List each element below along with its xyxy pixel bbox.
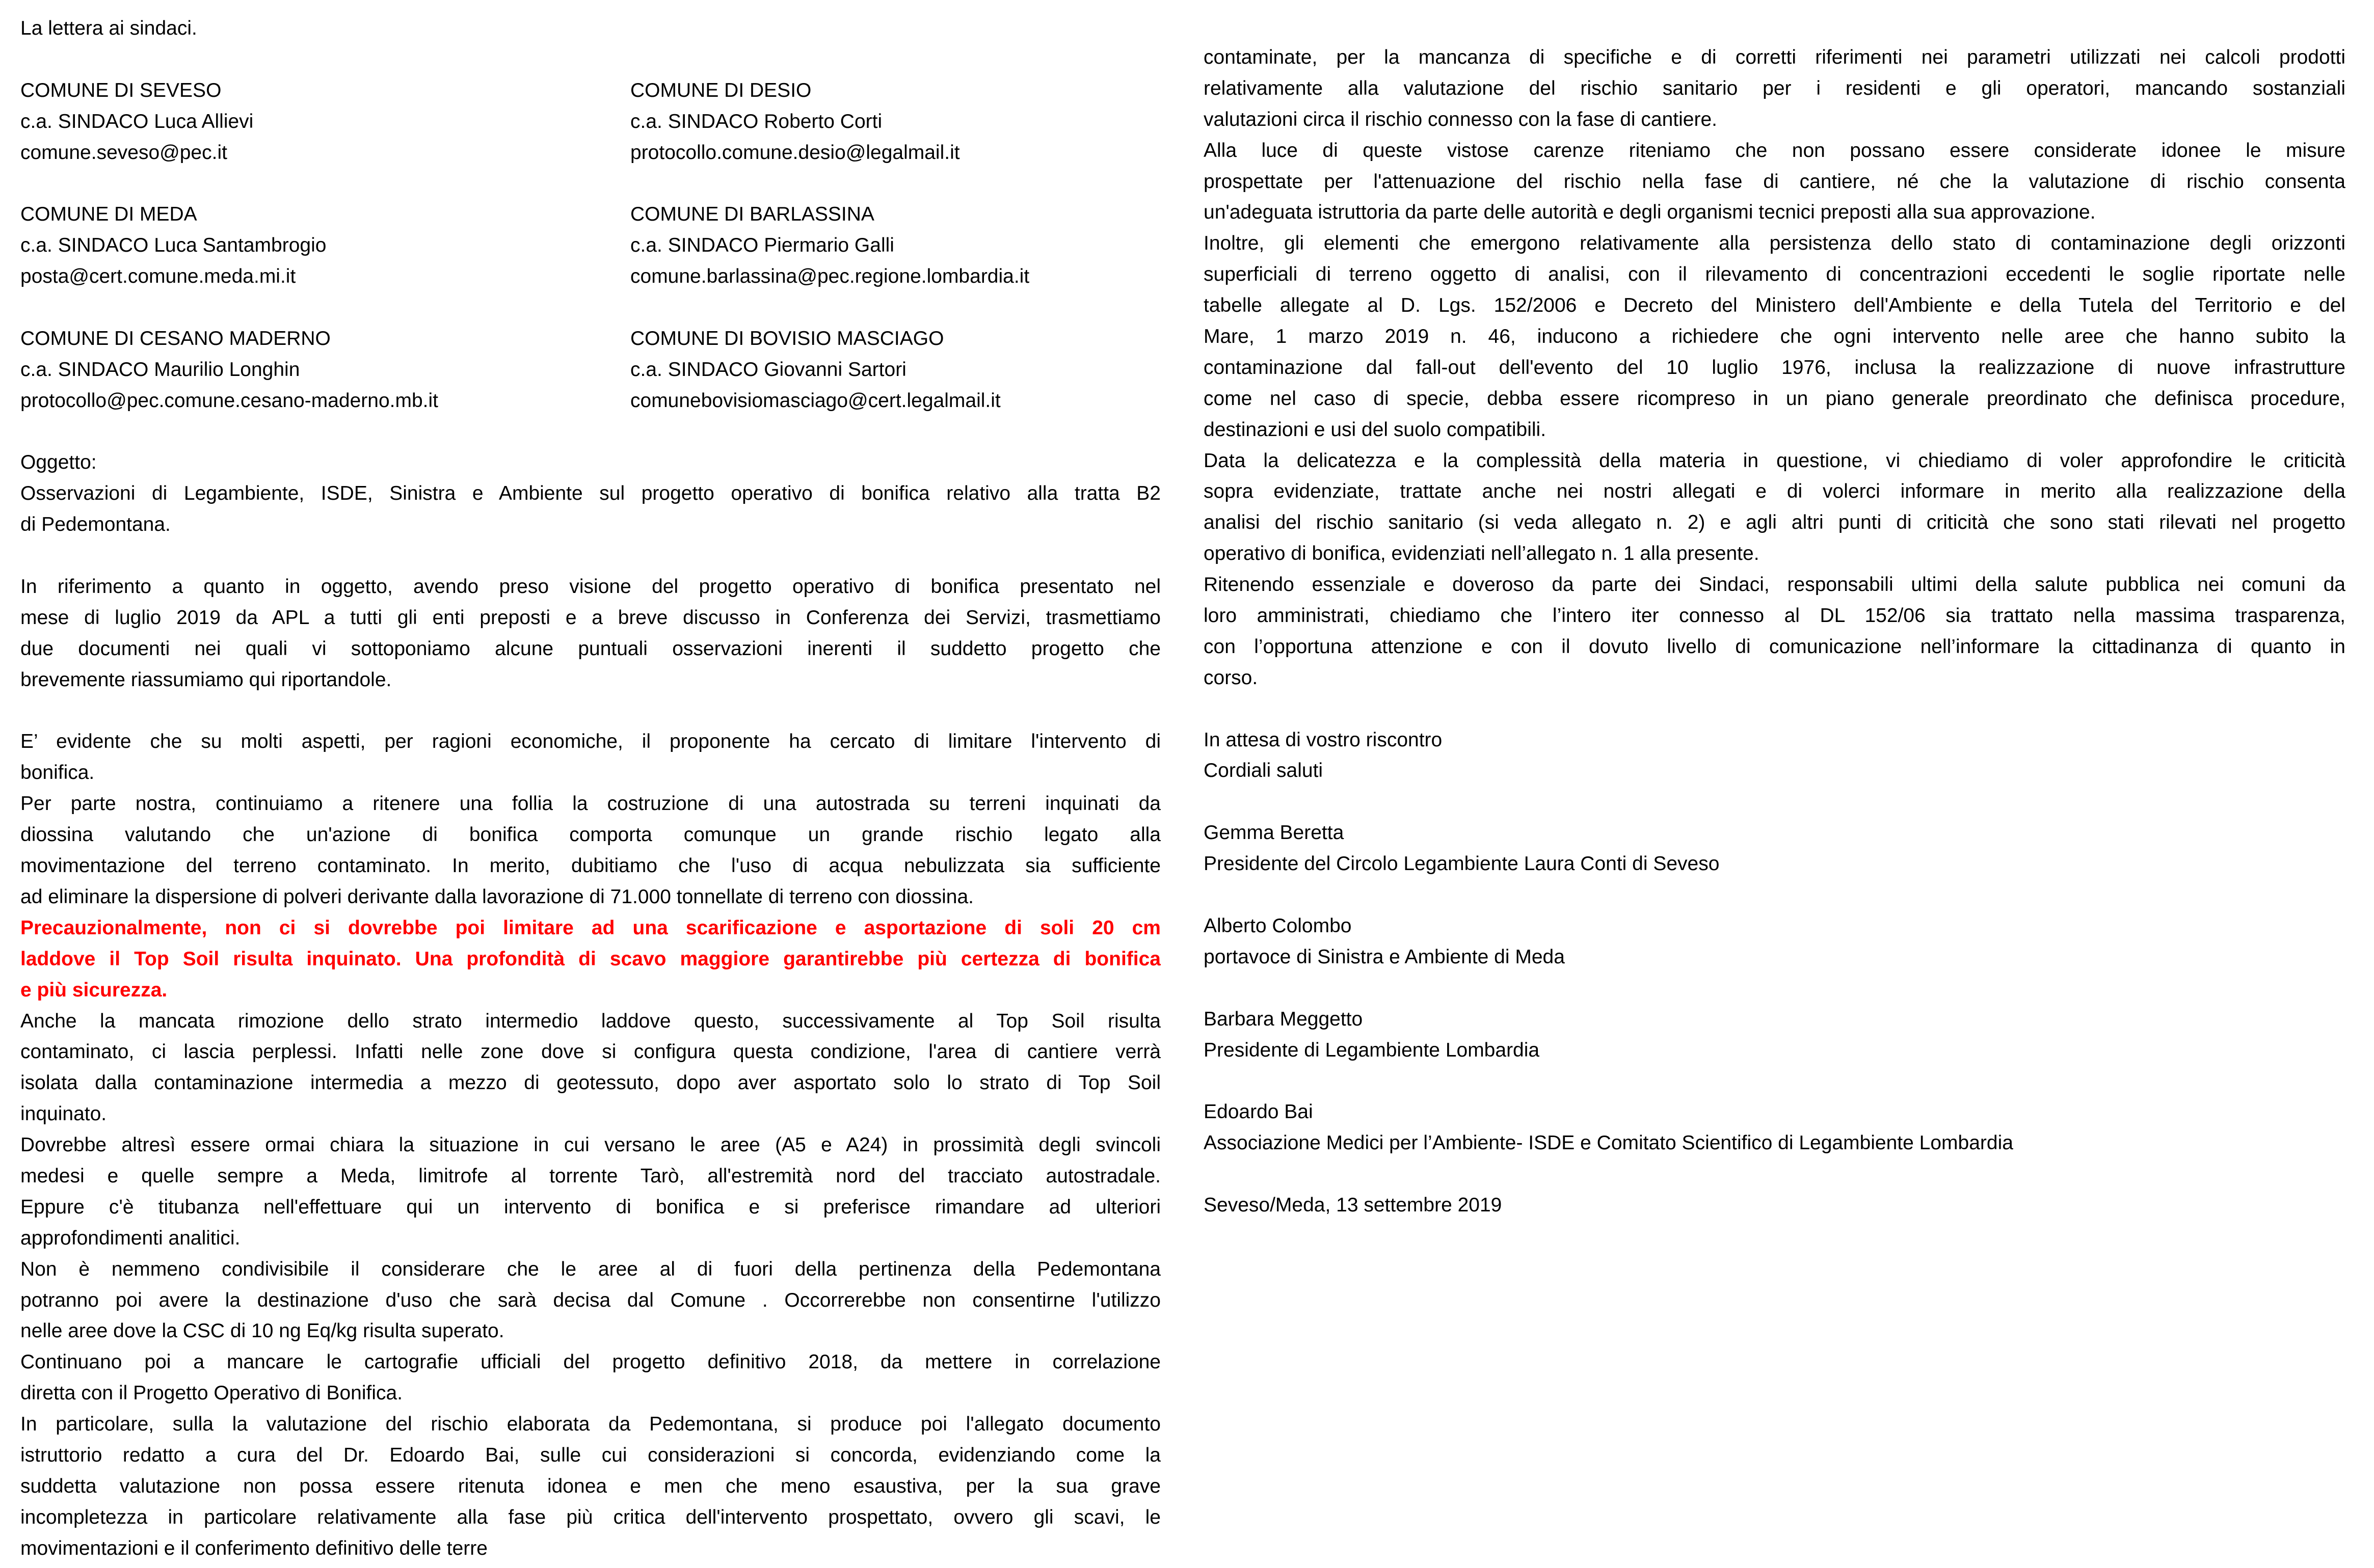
recipient-email: comunebovisiomasciago@cert.legalmail.it — [630, 389, 1001, 412]
body-line: valutazioni circa il rischio connesso con la fase di cantiere. — [1204, 108, 1718, 130]
spacer — [1204, 787, 2345, 818]
spacer — [1204, 1066, 2345, 1097]
spacer — [1204, 694, 2345, 725]
recipient-row — [20, 355, 1161, 386]
body-paragraph — [20, 1130, 1161, 1254]
recipient-row — [20, 75, 1161, 106]
place-date: Seveso/Meda, 13 settembre 2019 — [1204, 1194, 1502, 1216]
body-paragraph — [1204, 136, 2345, 229]
body-paragraph — [20, 1006, 1161, 1130]
letter-body-right — [1204, 42, 2345, 694]
body-paragraph — [1204, 570, 2345, 694]
spacer — [1204, 973, 2345, 1004]
left-column — [20, 13, 1161, 1564]
recipient-email: comune.seveso@pec.it — [20, 141, 227, 164]
recipient-row — [20, 323, 1161, 355]
recipient-comune: COMUNE DI CESANO MADERNO — [20, 327, 331, 349]
body-paragraph — [1204, 228, 2345, 445]
signatory — [1204, 911, 2345, 973]
body-line: Precauzionalmente, non ci si dovrebbe poi limitare ad una scarificazione e asportazione di soli 20 cm — [20, 916, 1161, 939]
signatory-role: Associazione Medici per l’Ambiente- ISDE e Comitato Scientifico di Legambiente Lombardia — [1204, 1132, 2013, 1154]
closing-block — [1204, 725, 2345, 787]
recipient-row — [20, 386, 1161, 417]
body-line: incompletezza in particolare relativamente alla fase più critica dell'intervento prospettato, ovvero gli scavi, le — [20, 1506, 1161, 1528]
body-line: Inoltre, gli elementi che emergono relativamente alla persistenza dello stato di contaminazione degli orizzonti — [1204, 232, 2345, 255]
recipient-comune: COMUNE DI SEVESO — [20, 79, 222, 101]
spacer — [20, 540, 1161, 572]
body-line: medesi e quelle sempre a Meda, limitrofe al torrente Tarò, all'estremità nord del tracciato autostradale. — [20, 1165, 1161, 1187]
recipient-sindaco: c.a. SINDACO Piermario Galli — [630, 234, 894, 257]
closing-line: In attesa di vostro riscontro — [1204, 728, 1443, 751]
body-line: analisi del rischio sanitario (si veda allegato n. 2) e agli altri punti di criticità che sono stati rilevati nel progetto — [1204, 511, 2345, 534]
body-line: loro amministrati, chiediamo che l’intero iter connesso al DL 152/06 sia trattato nella massima trasparenza, — [1204, 605, 2345, 627]
signatory-name: Alberto Colombo — [1204, 914, 1352, 937]
signatory-name: Gemma Beretta — [1204, 822, 1344, 844]
recipient-row — [20, 138, 1161, 169]
signatory — [1204, 1004, 2345, 1066]
body-line: bonifica. — [20, 762, 95, 784]
spacer — [20, 168, 1161, 199]
body-line: Dovrebbe altresì essere ormai chiara la situazione in cui versano le aree (A5 e A24) in prossimità degli svincoli — [20, 1134, 1161, 1156]
spacer — [20, 292, 1161, 323]
body-paragraph — [20, 1254, 1161, 1347]
body-line: ad eliminare la dispersione di polveri derivante dalla lavorazione di 71.000 tonnellate di terreno con diossina. — [20, 885, 974, 908]
body-line: destinazioni e usi del suolo compatibili. — [1204, 418, 1546, 441]
body-line: un'adeguata istruttoria da parte delle autorità e degli organismi tecnici preposti alla sua approvazione. — [1204, 201, 2096, 224]
recipient-sindaco: c.a. SINDACO Maurilio Longhin — [20, 358, 300, 381]
recipient-comune: COMUNE DI BOVISIO MASCIAGO — [630, 327, 944, 349]
body-line: Ritenendo essenziale e doveroso da parte dei Sindaci, responsabili ultimi della salute pubblica nei comuni da — [1204, 574, 2345, 596]
closing-line: Cordiali saluti — [1204, 760, 1323, 782]
body-line: corso. — [1204, 666, 1258, 689]
body-line: come nel caso di specie, debba essere ricompreso in un piano generale preordinato che definisca procedure, — [1204, 387, 2345, 410]
body-line: brevemente riassumiamo qui riportandole. — [20, 668, 392, 691]
body-paragraph — [20, 789, 1161, 913]
right-column — [1204, 42, 2345, 1221]
recipient-email: protocollo.comune.desio@legalmail.it — [630, 141, 960, 164]
body-line: operativo di bonifica, evidenziati nell’allegato n. 1 alla presente. — [1204, 543, 1759, 565]
body-line: due documenti nei quali vi sottoponiamo alcune puntuali osservazioni inerenti il suddetto progetto che — [20, 637, 1161, 660]
body-line: diossina valutando che un'azione di bonifica comporta comunque un grande rischio legato alla — [20, 824, 1161, 846]
body-line: sopra evidenziate, trattate anche nei nostri allegati e di volerci informare in merito alla realizzazione della — [1204, 480, 2345, 503]
body-line: Alla luce di queste vistose carenze riteniamo che non possano essere considerate idonee le misure — [1204, 139, 2345, 161]
subject-label: Oggetto: — [20, 451, 97, 474]
body-line: Continuano poi a mancare le cartografie ufficiali del progetto definitivo 2018, da mettere in correlazione — [20, 1351, 1161, 1373]
spacer — [20, 696, 1161, 727]
signatory — [1204, 818, 2345, 880]
body-line: Eppure c'è titubanza nell'effettuare qui un intervento di bonifica e si preferisce rimandare ad ulteriori — [20, 1196, 1161, 1218]
body-paragraph — [20, 726, 1161, 789]
body-line: In riferimento a quanto in oggetto, avendo preso visione del progetto operativo di bonifica presentato nel — [20, 576, 1161, 598]
signatory — [1204, 1097, 2345, 1159]
recipient-block — [20, 75, 1161, 417]
body-line: Data la delicatezza e la complessità della materia in questione, vi chiediamo di voler approfondire le criticità — [1204, 449, 2345, 472]
body-line: superficiali di terreno oggetto di analisi, con il rilevamento di concentrazioni eccedenti le soglie riportate nelle — [1204, 263, 2345, 286]
body-line: inquinato. — [20, 1103, 107, 1125]
body-paragraph — [1204, 42, 2345, 136]
recipient-email: comune.barlassina@pec.regione.lombardia.it — [630, 265, 1030, 288]
recipient-sindaco: c.a. SINDACO Luca Allievi — [20, 110, 254, 132]
recipient-row — [20, 199, 1161, 230]
body-line: tabelle allegate al D. Lgs. 152/2006 e Decreto del Ministero dell'Ambiente e della Tutela del Territorio e del — [1204, 294, 2345, 317]
body-line: Per parte nostra, continuiamo a ritenere una follia la costruzione di una autostrada su terreni inquinati da — [20, 793, 1161, 815]
spacer — [20, 44, 1161, 75]
recipient-row — [20, 106, 1161, 138]
recipient-comune: COMUNE DI DESIO — [630, 79, 812, 101]
recipient-sindaco: c.a. SINDACO Luca Santambrogio — [20, 234, 327, 257]
body-line: istruttorio redatto a cura del Dr. Edoardo Bai, sulle cui considerazioni si concorda, evidenziando come la — [20, 1444, 1161, 1466]
emphasis-paragraph — [20, 913, 1161, 1006]
body-paragraph — [20, 572, 1161, 696]
body-line: laddove il Top Soil risulta inquinato. Una profondità di scavo maggiore garantirebbe più certezza di bonifica — [20, 948, 1161, 970]
signatory-role: Presidente di Legambiente Lombardia — [1204, 1039, 1540, 1061]
recipient-comune: COMUNE DI MEDA — [20, 203, 197, 226]
recipient-row — [20, 261, 1161, 292]
recipient-sindaco: c.a. SINDACO Roberto Corti — [630, 110, 883, 132]
body-line: suddetta valutazione non possa essere ritenuta idonea e men che meno esaustiva, per la sua grave — [20, 1475, 1161, 1497]
body-line: movimentazione del terreno contaminato. In merito, dubitiamo che l'uso di acqua nebulizzata sia sufficiente — [20, 855, 1161, 877]
body-line: e più sicurezza. — [20, 979, 168, 1001]
spacer — [20, 417, 1161, 448]
body-line: Mare, 1 marzo 2019 n. 46, inducono a richiedere che ogni intervento nelle aree che hanno subito la — [1204, 326, 2345, 348]
spacer — [1204, 880, 2345, 911]
recipient-comune: COMUNE DI BARLASSINA — [630, 203, 874, 226]
recipient-email: protocollo@pec.comune.cesano-maderno.mb.it — [20, 389, 439, 412]
subject-block — [20, 447, 1161, 540]
body-paragraph — [1204, 446, 2345, 570]
signatory-name: Barbara Meggetto — [1204, 1008, 1363, 1030]
body-line: nelle aree dove la CSC di 10 ng Eq/kg risulta superato. — [20, 1320, 504, 1342]
subject-line: di Pedemontana. — [20, 513, 171, 536]
signatory-role: Presidente del Circolo Legambiente Laura Conti di Seveso — [1204, 853, 1720, 875]
recipient-row — [20, 230, 1161, 261]
body-line: contaminate, per la mancanza di specifiche e di corretti riferimenti nei parametri utilizzati nei calcoli prodotti — [1204, 46, 2345, 68]
body-line: contaminato, ci lascia perplessi. Infatti nelle zone dove si configura questa condizione, l'area di cantiere verrà — [20, 1041, 1161, 1063]
body-line: In particolare, sulla la valutazione del rischio elaborata da Pedemontana, si produce poi l'allegato documento — [20, 1413, 1161, 1436]
signatory-name: Edoardo Bai — [1204, 1101, 1313, 1123]
body-paragraph — [20, 1347, 1161, 1409]
body-line: isolata dalla contaminazione intermedia a mezzo di geotessuto, dopo aver asportato solo lo strato di Top Soil — [20, 1072, 1161, 1094]
body-line: Anche la mancata rimozione dello strato intermedio laddove questo, successivamente al Top Soil risulta — [20, 1010, 1161, 1032]
spacer — [1204, 1159, 2345, 1190]
signatory-role: portavoce di Sinistra e Ambiente di Meda — [1204, 945, 1565, 968]
letter-intro: La lettera ai sindaci. — [20, 17, 197, 39]
body-paragraph — [20, 1409, 1161, 1564]
body-line: diretta con il Progetto Operativo di Bonifica. — [20, 1382, 403, 1404]
recipient-sindaco: c.a. SINDACO Giovanni Sartori — [630, 358, 906, 381]
body-line: con l’opportuna attenzione e con il dovuto livello di comunicazione nell’informare la cittadinanza di quanto in — [1204, 635, 2345, 658]
body-line: mese di luglio 2019 da APL a tutti gli enti preposti e a breve discusso in Conferenza dei Servizi, trasmettiamo — [20, 606, 1161, 629]
body-line: relativamente alla valutazione del rischio sanitario per i residenti e gli operatori, mancando sostanziali — [1204, 77, 2345, 99]
subject-line: Osservazioni di Legambiente, ISDE, Sinistra e Ambiente sul progetto operativo di bonifica relativo alla tratta B2 — [20, 482, 1161, 505]
body-line: contaminazione dal fall-out dell'evento del 10 luglio 1976, inclusa la realizzazione di nuove infrastrutture — [1204, 356, 2345, 379]
body-line: E’ evidente che su molti aspetti, per ragioni economiche, il proponente ha cercato di limitare l'intervento di — [20, 731, 1161, 753]
body-line: potranno poi avere la destinazione d'uso che sarà decisa dal Comune . Occorrerebbe non consentirne l'utilizzo — [20, 1289, 1161, 1311]
body-line: Non è nemmeno condivisibile il considerare che le aree al di fuori della pertinenza della Pedemontana — [20, 1258, 1161, 1280]
recipient-email: posta@cert.comune.meda.mi.it — [20, 265, 296, 288]
body-line: approfondimenti analitici. — [20, 1227, 241, 1249]
letter-body-left — [20, 572, 1161, 1564]
body-line: prospettate per l'attenuazione del rischio nella fase di cantiere, né che la valutazione di rischio consenta — [1204, 170, 2345, 193]
body-line: movimentazioni e il conferimento definitivo delle terre — [20, 1537, 488, 1559]
